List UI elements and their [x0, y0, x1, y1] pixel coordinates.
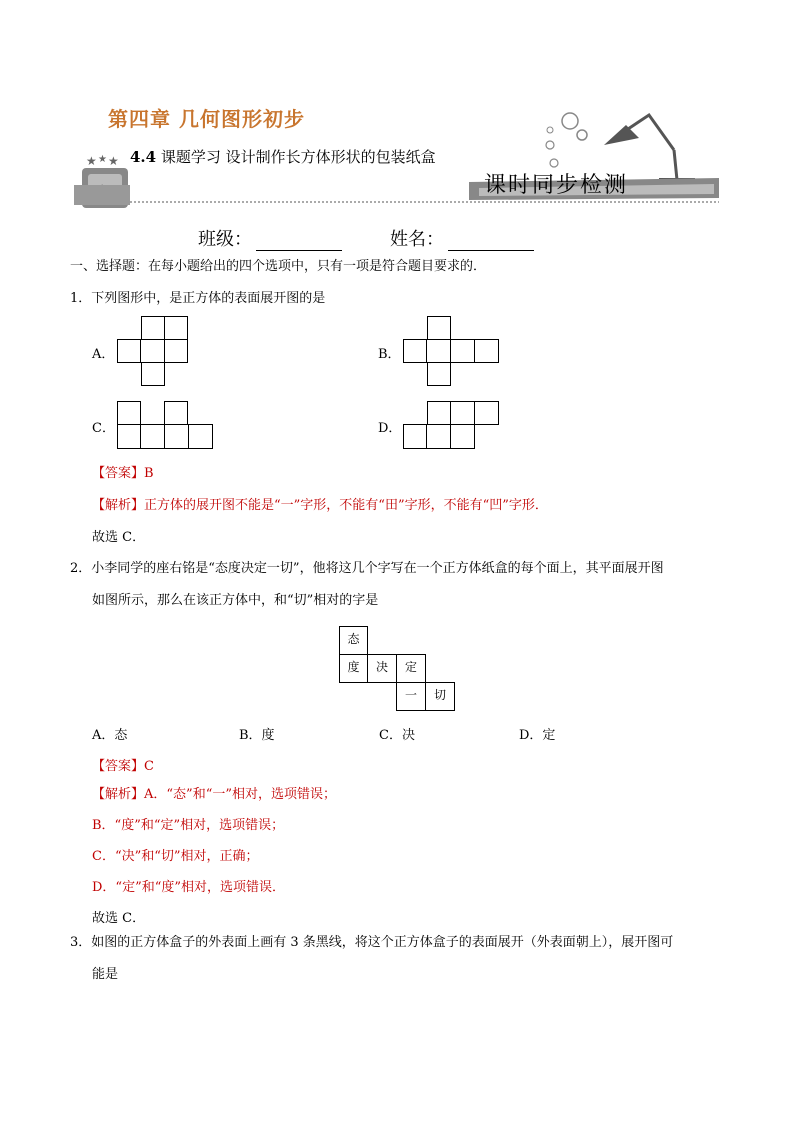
- name-field: [390, 225, 534, 251]
- q1-analysis: [92, 497, 548, 515]
- q2-analysis-a: A．“态”和“一”相对，选项错误；: [144, 787, 336, 802]
- net-square: [474, 401, 499, 425]
- net-square: [450, 401, 475, 425]
- q1-option-b-label: B．: [378, 347, 401, 362]
- q2-answer: [92, 758, 154, 776]
- net-square: [117, 401, 141, 425]
- class-label: 班级：: [198, 229, 252, 250]
- net-square: [164, 424, 189, 449]
- q2-analysis-b: B．“度”和“定”相对，选项错误；: [92, 818, 285, 833]
- net-cell: 决: [367, 654, 397, 683]
- q2-analysis-d: D．“定”和“度”相对，选项错误．: [92, 880, 286, 895]
- q1-answer-value: B: [144, 466, 154, 481]
- net-cell: 一: [396, 682, 426, 711]
- net-square: [450, 339, 475, 363]
- name-blank[interactable]: [448, 236, 534, 251]
- net-square: [403, 424, 427, 449]
- q1-stem: 1．下列图形中，是正方体的表面展开图的是: [70, 291, 326, 306]
- q2-conclusion: 故选 C．: [92, 911, 146, 926]
- net-square: [117, 424, 141, 449]
- net-square: [164, 401, 188, 425]
- net-square: [427, 401, 451, 425]
- net-cell: 态: [339, 626, 368, 655]
- lesson-title: 课题学习 设计制作长方体形状的包装纸盒: [160, 148, 436, 166]
- net-square: [117, 339, 141, 363]
- net-square: [164, 316, 188, 340]
- chapter-title: 第四章 几何图形初步: [108, 107, 305, 131]
- net-square: [141, 316, 165, 340]
- q2-analysis: [92, 786, 336, 804]
- q1-conclusion: 故选 C．: [92, 530, 146, 545]
- lesson-heading: [130, 146, 436, 167]
- q1-option-d-label: D．: [378, 421, 402, 436]
- lesson-number: 4.4: [130, 148, 157, 166]
- net-square: [140, 424, 165, 449]
- q2-option-b: B．度: [239, 728, 275, 743]
- net-square: [141, 362, 165, 386]
- svg-text:★: ★: [98, 154, 107, 165]
- q2-analysis-label: 【解析】: [92, 787, 145, 802]
- net-cell: 切: [425, 682, 455, 711]
- net-square: [164, 339, 188, 363]
- banner-label: 课时同步检测: [484, 173, 629, 198]
- net-square: [403, 339, 427, 363]
- q3-stem-line-2: 能是: [92, 967, 119, 982]
- q2-analysis-c: C．“决”和“切”相对，正确；: [92, 849, 259, 864]
- net-square: [450, 424, 475, 449]
- q1-answer: [92, 465, 154, 483]
- q1-answer-label: 【答案】: [92, 466, 145, 481]
- net-cell: 定: [396, 654, 426, 683]
- svg-text:★: ★: [86, 154, 97, 168]
- q3-stem-line-1: 3．如图的正方体盒子的外表面上画有 3 条黑线，将这个正方体盒子的表面展开（外表面朝上），展开图可: [70, 935, 674, 950]
- net-square: [426, 339, 451, 363]
- q1-option-c-label: C．: [92, 421, 115, 436]
- q2-stem-line-2: 如图所示，那么在该正方体中，和“切”相对的字是: [92, 593, 379, 608]
- net-square: [188, 424, 213, 449]
- q1-analysis-label: 【解析】: [92, 498, 145, 513]
- q2-option-a: A．态: [92, 728, 128, 743]
- net-cell: 度: [339, 654, 368, 683]
- class-field: [198, 225, 342, 251]
- svg-text:★: ★: [108, 154, 119, 168]
- net-square: [474, 339, 499, 363]
- net-square: [426, 424, 451, 449]
- net-square: [140, 339, 165, 363]
- q2-answer-value: C: [144, 759, 154, 774]
- net-square: [427, 316, 451, 340]
- q2-option-c: C．决: [379, 728, 415, 743]
- q2-stem-line-1: 2．小李同学的座右铭是“态度决定一切”，他将这几个字写在一个正方体纸盒的每个面上，其平面展开图: [70, 561, 664, 576]
- class-blank[interactable]: [256, 236, 342, 251]
- name-label: 姓名：: [390, 229, 444, 250]
- section-instruction: 一、选择题：在每小题给出的四个选项中，只有一项是符合题目要求的．: [70, 259, 487, 274]
- q1-analysis-text: 正方体的展开图不能是“一”字形，不能有“田”字形，不能有“凹”字形．: [144, 498, 548, 513]
- q2-option-d: D．定: [519, 728, 556, 743]
- q1-option-a-label: A．: [92, 347, 115, 362]
- q2-answer-label: 【答案】: [92, 759, 145, 774]
- net-square: [427, 362, 451, 386]
